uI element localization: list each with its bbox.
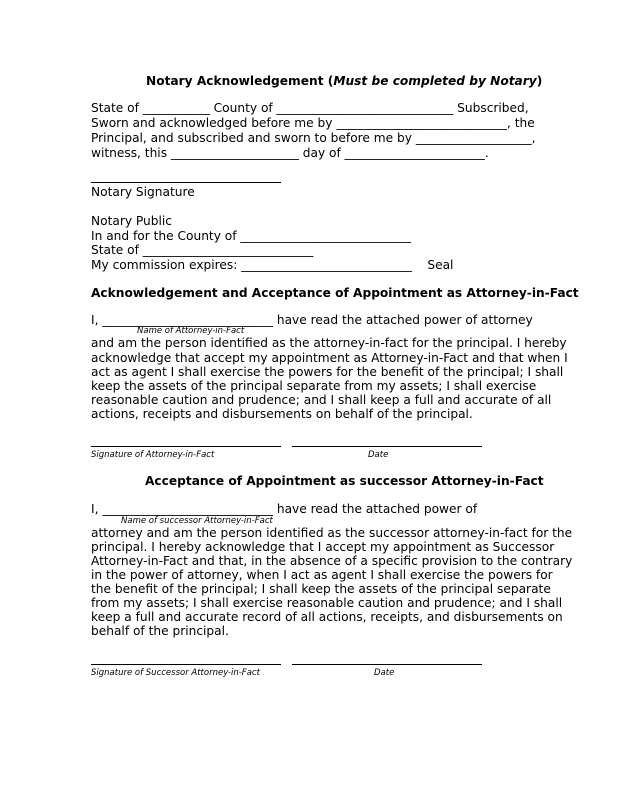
attorney-body-5: reasonable caution and prudence; and I shall keep a full and accurate of all [91,393,552,407]
attorney-first-line: I, ____________________________ have read the attached power of attorney [91,313,533,327]
successor-name-caption: Name of successor Attorney-in-Fact [121,516,273,526]
notary-signature-label: Notary Signature [91,185,195,199]
successor-body-3: Attorney-in-Fact and that, in the absence of a specific provision to the contrary [91,554,573,568]
successor-signature-caption: Signature of Successor Attorney-in-Fact [91,668,260,678]
attorney-name-caption: Name of Attorney-in-Fact [137,326,245,336]
notary-public-line-2: In and for the County of ____________________________ [91,229,412,243]
notary-heading-text: Notary Acknowledgement ( [146,74,334,88]
attorney-signature-line [91,446,281,447]
successor-heading: Acceptance of Appointment as successor Attorney-in-Fact [145,474,544,488]
successor-body-1: attorney and am the person identified as the successor attorney-in-fact for the [91,526,573,540]
notary-heading-close: ) [536,74,543,88]
successor-body-2: principal. I hereby acknowledge that I accept my appointment as Successor [91,540,555,554]
attorney-heading: Acknowledgement and Acceptance of Appointment as Attorney-in-Fact [91,286,579,300]
notary-public-line-1: Notary Public [91,214,172,228]
successor-date-line [292,664,482,665]
successor-body-8: behalf of the principal. [91,624,229,638]
notary-line-3: Principal, and subscribed and sworn to before me by ___________________, [91,131,536,145]
attorney-signature-caption: Signature of Attorney-in-Fact [91,450,215,460]
notary-line-2: Sworn and acknowledged before me by ____________________________, the [91,116,535,130]
attorney-date-line [292,446,482,447]
successor-body-6: from my assets; I shall exercise reasonable caution and prudence; and I shall [91,596,563,610]
successor-body-4: in the power of attorney, when I act as agent I shall exercise the powers for [91,568,553,582]
attorney-body-4: keep the assets of the principal separate from my assets; I shall exercise [91,379,537,393]
successor-body-5: the benefit of the principal; I shall keep the assets of the principal separate [91,582,551,596]
attorney-body-2: acknowledge that accept my appointment as Attorney-in-Fact and that when I [91,351,568,365]
successor-signature-line [91,664,281,665]
attorney-body-3: act as agent I shall exercise the powers for the benefit of the principal; I shall [91,365,564,379]
attorney-body-6: actions, receipts and disbursements on behalf of the principal. [91,407,473,421]
attorney-date-caption: Date [368,450,389,460]
successor-body-7: keep a full and accurate record of all actions, receipts, and disbursements on [91,610,563,624]
notary-line-1: State of ___________ County of _____________________________ Subscribed, [91,101,529,115]
notary-signature-line [91,182,281,183]
notary-heading-italic: Must be completed by Notary [333,74,537,88]
notary-public-line-4: My commission expires: ____________________________ Seal [91,258,454,272]
notary-line-4: witness, this _____________________ day of _______________________. [91,146,489,160]
notary-public-line-3: State of ____________________________ [91,243,314,257]
notary-heading [146,74,542,89]
attorney-body-1: and am the person identified as the attorney-in-fact for the principal. I hereby [91,336,567,350]
successor-date-caption: Date [374,668,395,678]
successor-first-line: I, ____________________________ have read the attached power of [91,502,478,516]
